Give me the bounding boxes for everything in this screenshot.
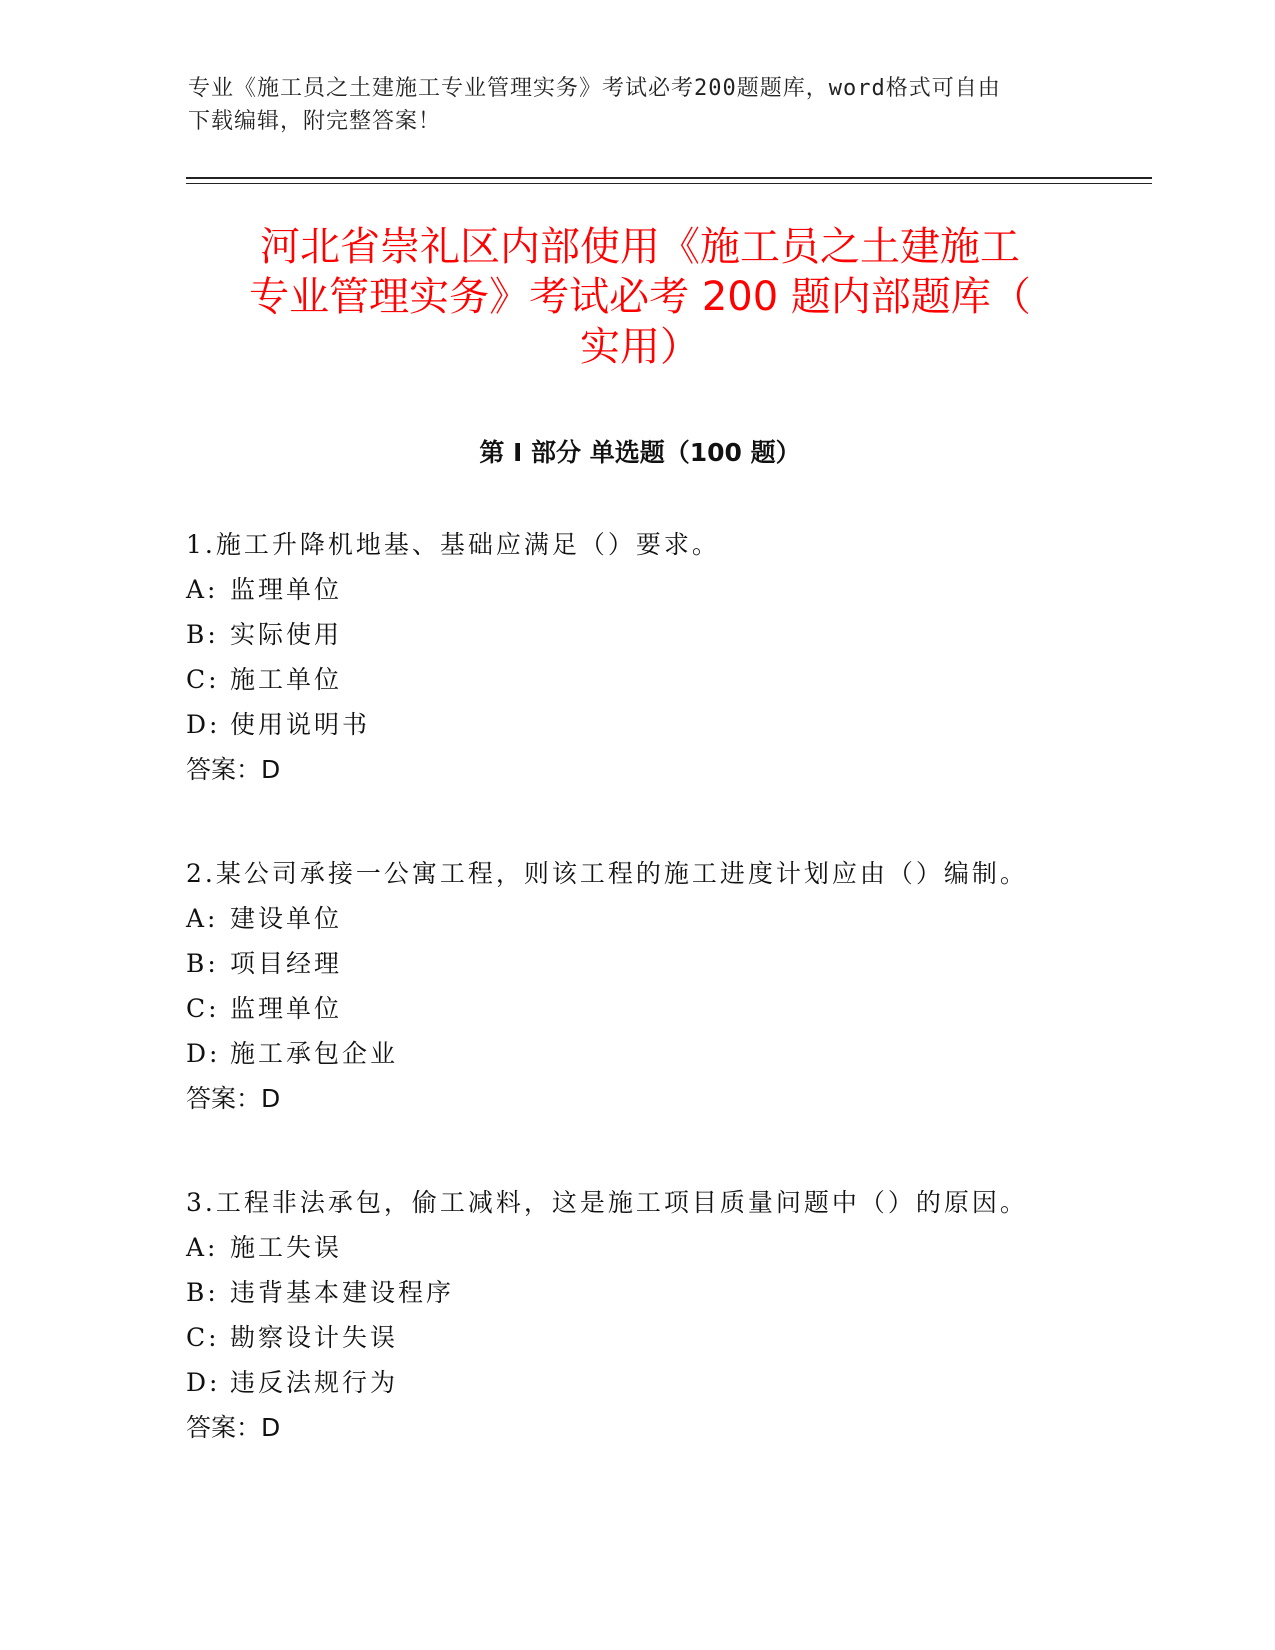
- option-key: B:: [186, 949, 219, 978]
- option-a: [186, 567, 1146, 612]
- option-key: D:: [186, 1039, 221, 1068]
- header-note-line-2: 下载编辑，附完整答案！: [188, 109, 442, 134]
- header-divider-thick: [186, 177, 1152, 179]
- document-title-line-3: 实用）: [580, 324, 700, 370]
- option-key: D:: [186, 1368, 221, 1397]
- answer: 答案：D: [186, 755, 281, 784]
- header-divider-thin: [186, 183, 1152, 184]
- option-text: 施工单位: [230, 665, 343, 694]
- section-title: 第 I 部分 单选题（100 题）: [479, 438, 801, 467]
- option-b: [186, 612, 1146, 657]
- option-c: [186, 657, 1146, 702]
- answer: 答案：D: [186, 1413, 281, 1442]
- header-note-line-1: 专业《施工员之土建施工专业管理实务》考试必考200题题库，word格式可自由: [188, 76, 1001, 101]
- option-key: A:: [186, 575, 219, 604]
- question-2: [186, 851, 1146, 1121]
- answer: 答案：D: [186, 1084, 281, 1113]
- option-d: [186, 702, 1146, 747]
- option-a: [186, 1225, 1146, 1270]
- option-b: [186, 941, 1146, 986]
- option-text: 违反法规行为: [230, 1368, 399, 1397]
- question-stem: 2.某公司承接一公寓工程，则该工程的施工进度计划应由（）编制。: [186, 859, 1028, 888]
- option-text: 项目经理: [230, 949, 343, 978]
- option-d: [186, 1031, 1146, 1076]
- question-stem: 3.工程非法承包，偷工减料，这是施工项目质量问题中（）的原因。: [186, 1188, 1028, 1217]
- option-text: 勘察设计失误: [230, 1323, 399, 1352]
- option-text: 监理单位: [230, 994, 343, 1023]
- option-b: [186, 1270, 1146, 1315]
- option-key: B:: [186, 620, 219, 649]
- option-a: [186, 896, 1146, 941]
- option-c: [186, 1315, 1146, 1360]
- option-key: C:: [186, 665, 220, 694]
- option-text: 施工承包企业: [230, 1039, 399, 1068]
- question-1: [186, 522, 1146, 792]
- question-list: [186, 522, 1146, 1509]
- question-stem: 1.施工升降机地基、基础应满足（）要求。: [186, 530, 720, 559]
- option-key: A:: [186, 904, 219, 933]
- document-title-line-2: 专业管理实务》考试必考 200 题内部题库（: [249, 274, 1031, 320]
- question-3: [186, 1180, 1146, 1450]
- option-key: C:: [186, 1323, 220, 1352]
- option-text: 施工失误: [230, 1233, 343, 1262]
- option-key: B:: [186, 1278, 219, 1307]
- document-title-line-1: 河北省崇礼区内部使用《施工员之土建施工: [260, 224, 1020, 270]
- option-key: A:: [186, 1233, 219, 1262]
- option-key: D:: [186, 710, 221, 739]
- option-text: 违背基本建设程序: [230, 1278, 455, 1307]
- option-c: [186, 986, 1146, 1031]
- document-title: [180, 222, 1100, 372]
- option-text: 使用说明书: [230, 710, 371, 739]
- option-d: [186, 1360, 1146, 1405]
- option-text: 监理单位: [230, 575, 343, 604]
- option-text: 建设单位: [230, 904, 343, 933]
- option-text: 实际使用: [230, 620, 343, 649]
- option-key: C:: [186, 994, 220, 1023]
- header-note: [188, 72, 1088, 138]
